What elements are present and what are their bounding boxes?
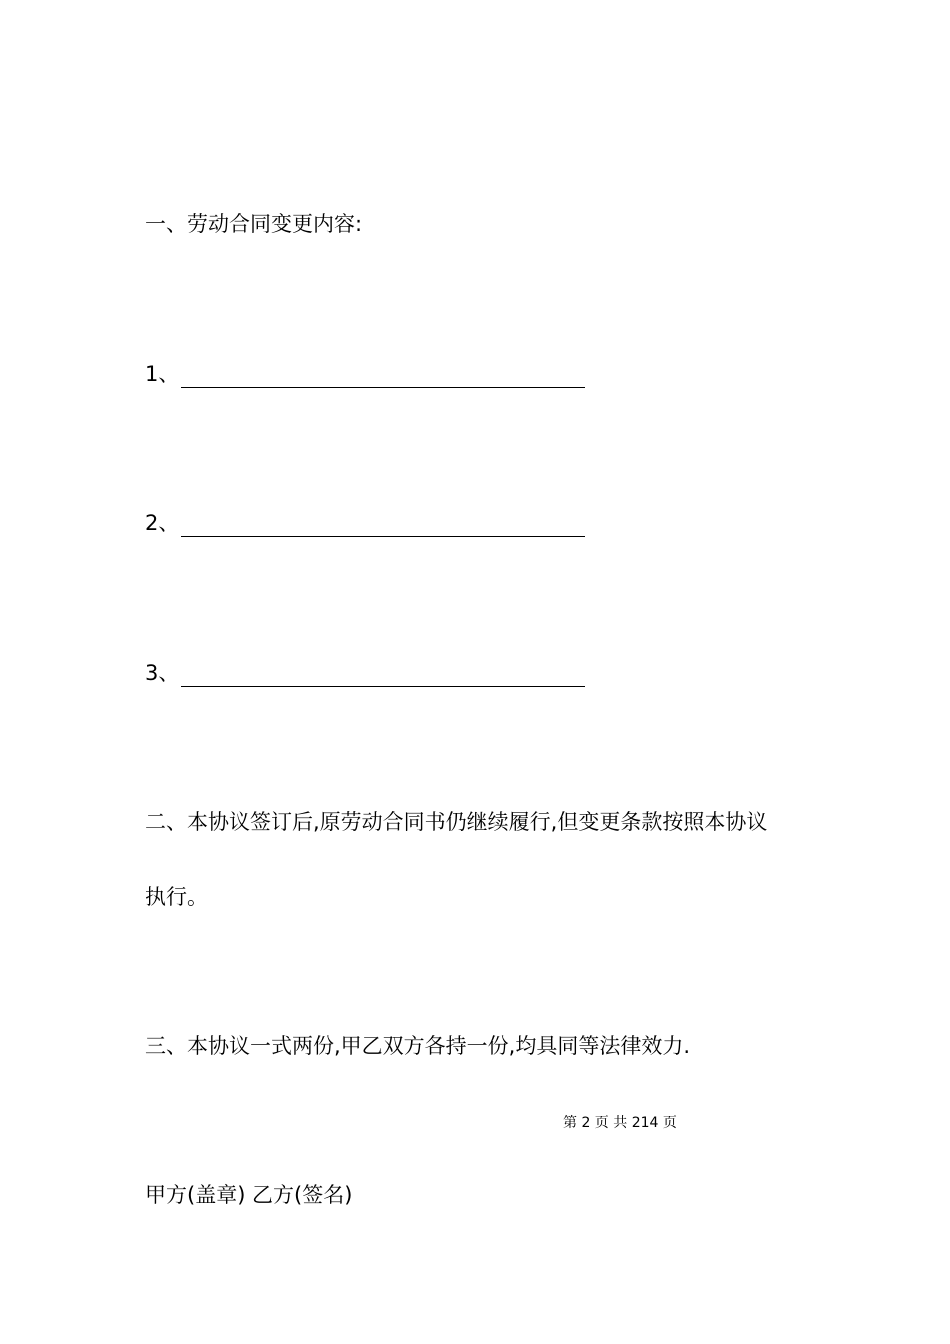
page-number-footer: 第 2 页 共 214 页	[563, 1115, 677, 1131]
section1-heading: 一、劳动合同变更内容:	[145, 212, 363, 236]
change-item-1	[145, 360, 585, 388]
section3-text: 三、本协议一式两份,甲乙双方各持一份,均具同等法律效力.	[145, 1034, 691, 1058]
signature-line: 甲方(盖章) 乙方(签名)	[145, 1183, 353, 1207]
fill-in-blank[interactable]	[181, 514, 585, 537]
change-item-number: 3、	[145, 661, 180, 685]
section2-line2: 执行。	[145, 885, 208, 909]
fill-in-blank[interactable]	[181, 365, 585, 388]
change-item-number: 1、	[145, 362, 180, 386]
section2-line1: 二、本协议签订后,原劳动合同书仍继续履行,但变更条款按照本协议	[145, 810, 768, 834]
change-item-number: 2、	[145, 511, 180, 535]
change-item-3	[145, 659, 585, 687]
change-item-2	[145, 509, 585, 537]
fill-in-blank[interactable]	[181, 664, 585, 687]
